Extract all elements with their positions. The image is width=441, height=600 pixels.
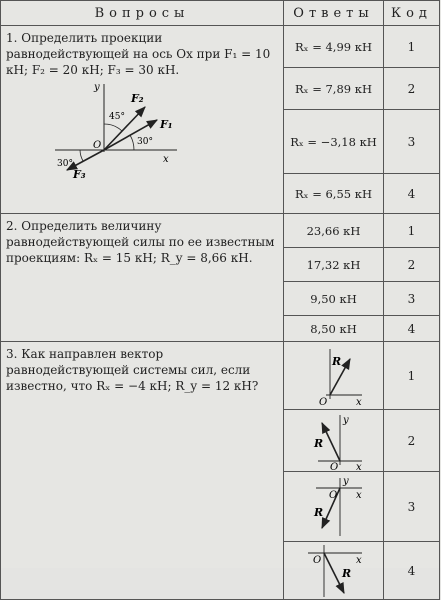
x-axis-label: x <box>355 554 362 566</box>
x-axis-label: x <box>163 154 169 165</box>
table-header-row <box>1 1 440 26</box>
y-axis-label: y <box>342 414 349 426</box>
force-diagram <box>49 80 199 180</box>
y-axis-label: y <box>94 82 100 93</box>
q3-answer-2[interactable] <box>284 410 384 472</box>
q2-answer-2[interactable]: 17,32 кН <box>284 248 384 282</box>
origin-label: O <box>329 461 338 471</box>
vector-r-arrow <box>322 423 340 461</box>
y-axis-label: y <box>342 475 349 487</box>
header-questions: Вопросы <box>1 1 284 26</box>
q3-code-2: 2 <box>384 410 440 472</box>
force-f3-label: F₃ <box>73 168 86 180</box>
q1-code-2: 2 <box>384 68 440 110</box>
x-axis-label: x <box>355 461 362 471</box>
vector-option-3 <box>302 474 366 540</box>
question-3-cell <box>1 342 284 600</box>
question-1-text: 1. Определить проекции равнодействующей на ось Ox при F₁ = 10 кН; F₂ = 20 кН; F₃ = 30 кН. <box>6 31 271 77</box>
q3-answer-3[interactable] <box>284 472 384 542</box>
q1-code-3: 3 <box>384 110 440 174</box>
force-f2-label: F₂ <box>131 92 144 105</box>
q1-answer-1[interactable]: Rₓ = 4,99 кН <box>284 26 384 68</box>
q1-answer-4[interactable]: Rₓ = 6,55 кН <box>284 174 384 214</box>
vector-label: R <box>313 436 323 450</box>
q1-answer-2[interactable]: Rₓ = 7,89 кН <box>284 68 384 110</box>
angle-label-top: 45° <box>109 112 125 122</box>
angle-label-right: 30° <box>137 137 153 147</box>
origin-label: O <box>328 489 337 501</box>
vector-label: R <box>331 354 341 368</box>
q2-code-2: 2 <box>384 248 440 282</box>
origin-label: O <box>93 140 102 151</box>
header-code: Код <box>384 1 440 26</box>
q3-row-1 <box>1 342 440 410</box>
vector-option-2 <box>302 411 366 471</box>
q2-code-3: 3 <box>384 282 440 316</box>
force-f1-label: F₁ <box>160 118 173 131</box>
q2-answer-3[interactable]: 9,50 кН <box>284 282 384 316</box>
question-3-text: 3. Как направлен вектор равнодействующей системы сил, если известно, что Rₓ = −4 кН; R_y = 12 кН? <box>6 347 259 393</box>
q3-answer-4[interactable] <box>284 542 384 600</box>
q3-answer-1[interactable] <box>284 342 384 410</box>
x-axis-label: x <box>355 489 362 501</box>
vector-r-arrow <box>324 553 344 593</box>
q1-code-1: 1 <box>384 26 440 68</box>
x-axis-label: x <box>355 396 362 407</box>
q2-code-1: 1 <box>384 214 440 248</box>
q2-row-1 <box>1 214 440 248</box>
vector-option-4 <box>302 543 366 599</box>
question-1-cell <box>1 26 284 214</box>
q1-answer-3[interactable]: Rₓ = −3,18 кН <box>284 110 384 174</box>
q2-answer-4[interactable]: 8,50 кН <box>284 316 384 342</box>
vector-label: R <box>341 566 351 580</box>
vector-label: R <box>313 505 323 519</box>
q3-code-4: 4 <box>384 542 440 600</box>
question-2-text: 2. Определить величину равнодействующей силы по ее известным проекциям: Rₓ = 15 кН; R_y = 8,66 кН. <box>6 219 275 265</box>
question-2-cell <box>1 214 284 342</box>
angle-arc-left <box>80 150 83 161</box>
origin-label: O <box>312 554 321 566</box>
vector-option-1 <box>302 345 366 407</box>
origin-label: O <box>318 396 327 407</box>
q2-code-4: 4 <box>384 316 440 342</box>
angle-arc-right <box>130 135 134 150</box>
q2-answer-1[interactable]: 23,66 кН <box>284 214 384 248</box>
q3-code-1: 1 <box>384 342 440 410</box>
angle-label-left: 30° <box>57 159 73 169</box>
q1-row-1 <box>1 26 440 68</box>
angle-arc-top <box>104 124 122 131</box>
q1-code-4: 4 <box>384 174 440 214</box>
q3-code-3: 3 <box>384 472 440 542</box>
header-answers: Ответы <box>284 1 384 26</box>
